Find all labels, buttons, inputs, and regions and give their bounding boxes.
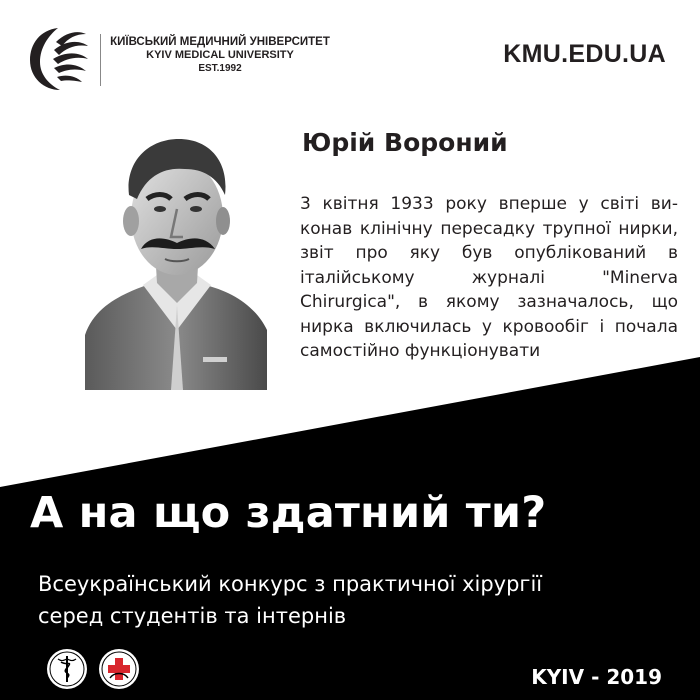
university-name-en: KYIV MEDICAL UNIVERSITY (146, 49, 294, 61)
established-year: EST.1992 (198, 63, 242, 74)
person-bio: 3 квітня 1933 року вперше у світі виконав клінічну пересадку трупної нирки, звіт про яку був опублікований в італійському журналі "Minerva Chirurgica", в якому зазначалось, що нирка включилась у кровообіг і почала самостійно функціонувати (300, 194, 678, 361)
subtitle-line-1: Всеукраїнський конкурс з практичної хірургії (38, 572, 543, 596)
city-year: KYIV - 2019 (531, 665, 662, 689)
website-url: KMU.EDU.UA (503, 40, 666, 68)
headline: А на що здатний ти? (30, 488, 547, 538)
person-name: Юрій Вороний (302, 128, 508, 157)
red-cross-emblem-icon (98, 648, 140, 690)
university-name-uk: КИЇВСЬКИЙ МЕДИЧНИЙ УНІВЕРСИТЕТ (110, 36, 330, 48)
subtitle-line-2: серед студентів та інтернів (38, 604, 347, 628)
subtitle (38, 568, 542, 632)
student-society-emblem-icon (46, 648, 88, 690)
